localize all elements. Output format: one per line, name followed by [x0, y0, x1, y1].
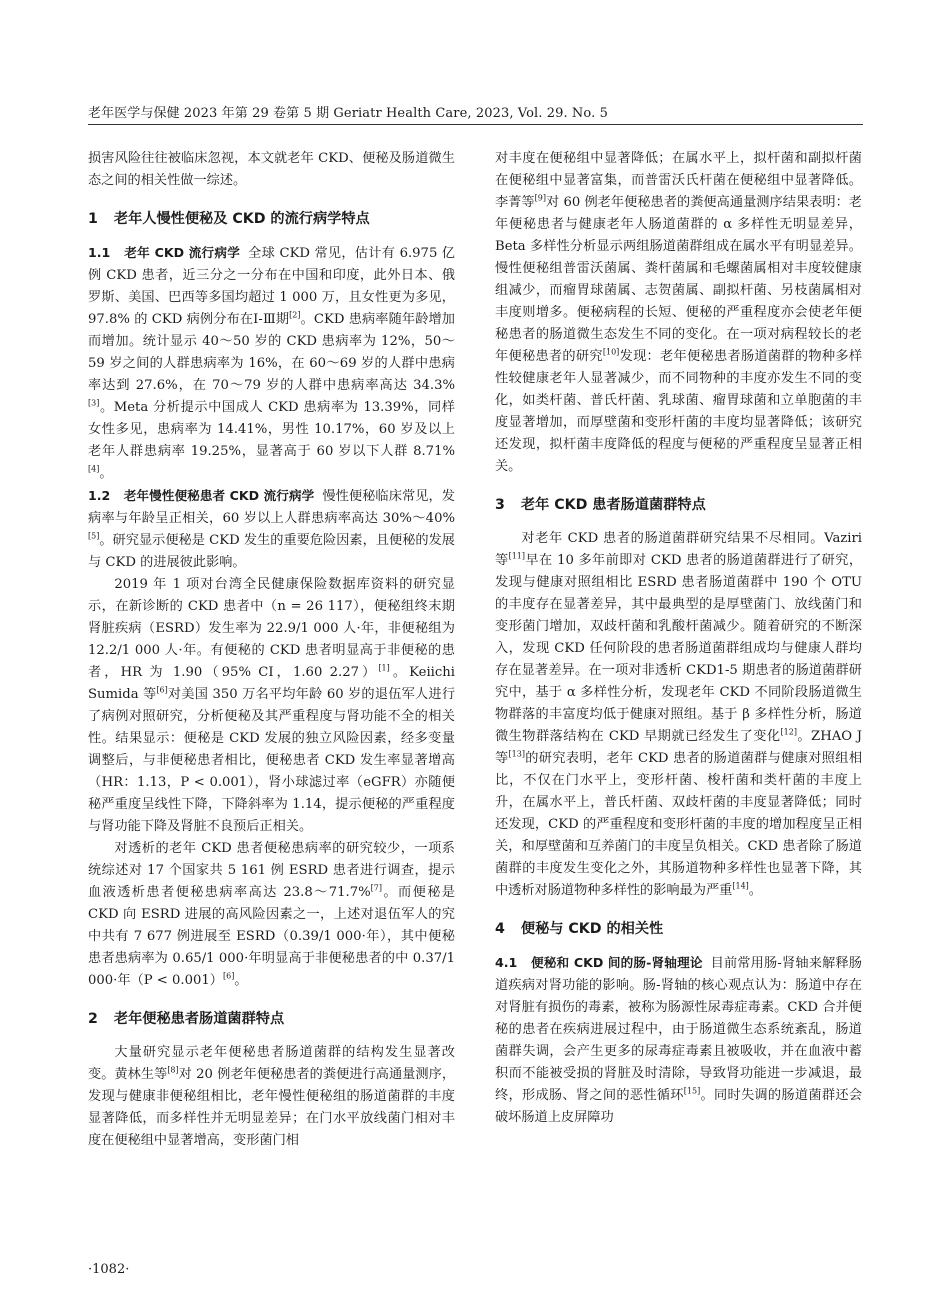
left-column — [88, 148, 455, 1152]
citation: [6] — [156, 685, 168, 695]
citation: [4] — [88, 464, 100, 474]
citation: [12] — [780, 727, 797, 737]
section-3-heading: 3 老年 CKD 患者肠道菌群特点 — [495, 497, 706, 513]
citation: [9] — [534, 193, 546, 203]
right-column — [495, 148, 862, 1129]
citation: [13] — [508, 749, 525, 759]
subsection-1-2-heading: 1.2 老年慢性便秘患者 CKD 流行病学 — [88, 488, 315, 503]
body-paragraph: 大量研究显示老年便秘患者肠道菌群的结构发生显著改变。黄林生等[8]对 20 例老年便秘患者的粪便进行高通量测序，发现与健康非便秘组相比，老年慢性便秘组的肠道菌群的丰度显著降低，而多样性并无明显差异；在门水平放线菌门相对丰度在便秘组中显著增高，变形菌门相 — [88, 1045, 456, 1148]
citation: [7] — [370, 883, 382, 893]
citation: [14] — [732, 881, 749, 891]
page-number: ·1082· — [88, 1262, 130, 1277]
running-header: 老年医学与保健 2023 年第 29 卷第 5 期 Geriatr Health Care, 2023, Vol. 29. No. 5 — [88, 106, 608, 121]
section-1-heading: 1 老年人慢性便秘及 CKD 的流行病学特点 — [88, 211, 370, 227]
citation: [1] — [378, 663, 390, 673]
body-paragraph: 对老年 CKD 患者的肠道菌群研究结果不尽相同。Vaziri 等[11]早在 10 多年前即对 CKD 患者的肠道菌群进行了研究，发现与健康对照组相比 ESRD 患者肠道菌群中 190 个 OTU 的丰度存在显著差异，其中最典型的是厚壁菌门、放线菌门和变形菌门增加，双歧杆菌和乳酸杆菌减少。随着研究的不断深入，发现 CKD 任何阶段的患者肠道菌群组成均与健康人群均存在显著差异。在一项对非透析 CKD1-5 期患者的肠道菌群研究中，基于 α 多样性分析，发现老年 CKD 不同阶段肠道微生物群落的丰富度均低于健康对照组。基于 β 多样性分析，肠道微生物群落结构在 CKD 早期就已经发生了变化[12]。ZHAO J 等[13]的研究表明，老年 CKD 患者的肠道菌群与健康对照组相比，不仅在门水平上，变形杆菌、梭杆菌和类杆菌的丰度上升，在属水平上，普氏杆菌、双歧杆菌的丰度显著降低；同时还发现，CKD 的严重程度和变形杆菌的丰度的增加程度呈正相关，和厚壁菌和互养菌门的丰度呈负相关。CKD 患者除了肠道菌群的丰度发生变化之外，其肠道物种多样性也显著下降，其中透析对肠道物种多样性的影响最为严重[14]。 — [495, 531, 863, 898]
citation: [5] — [88, 531, 100, 541]
citation: [3] — [88, 398, 100, 408]
subsection-1-1-paragraph: 1.1 老年 CKD 流行病学 全球 CKD 常见，估计有 6.975 亿例 CKD 患者，近三分之一分布在中国和印度，此外日本、俄罗斯、美国、巴西等多国均超过 1 000 万，且女性更为多见，97.8% 的 CKD 病例分布在Ⅰ-Ⅲ期[2]。CKD 患病率随年龄增加而增加。统计显示 40～50 岁的 CKD 患病率为 12%，50～59 岁之间的人群患病率为 16%，在 60～69 岁的人群中患病率达到 27.6%，在 70～79 岁的人群中患病率高达 34.3%[3]。Meta 分析提示中国成人 CKD 患病率为 13.39%，同样女性多见，患病率为 14.41%，男性 10.17%，60 岁及以上老年人群患病率 19.25%，显著高于 60 岁以下人群 8.71%[4]。 — [88, 245, 455, 481]
subsection-1-1-heading: 1.1 老年 CKD 流行病学 — [88, 245, 241, 260]
header-rule — [88, 124, 863, 125]
citation: [15] — [683, 1086, 701, 1096]
subsection-4-1-paragraph: 4.1 便秘和 CKD 间的肠-肾轴理论 目前常用肠-肾轴来解释肠道疾病对肾功能的影响。肠-肾轴的核心观点认为：肠道中存在对肾脏有损伤的毒素，被称为肠源性尿毒症毒素。CKD 合并便秘的患者在疾病进展过程中，由于肠道微生态系统紊乱，肠道菌群失调，会产生更多的尿毒症毒素且被吸收，并在血液中蓄积而不能被受损的肾脏及时清除，导致肾功能进一步减退，最终，形成肠、肾之间的恶性循环[15]。同时失调的肠道菌群还会破坏肠道上皮屏障功 — [495, 955, 863, 1125]
section-4-heading: 4 便秘与 CKD 的相关性 — [495, 921, 664, 937]
intro-paragraph: 损害风险往往被临床忽视，本文就老年 CKD、便秘及肠道微生态之间的相关性做一综述。 — [88, 151, 455, 188]
citation: [8] — [167, 1065, 179, 1075]
body-paragraph: 对透析的老年 CKD 患者便秘患病率的研究较少，一项系统综述对 17 个国家共 5 161 例 ESRD 患者进行调查，提示血液透析患者便秘患病率高达 23.8～71.7%[7]。而便秘是 CKD 向 ESRD 进展的高风险因素之一，上述对退伍军人的究中共有 7 677 例进展至 ESRD（0.39/1 000·年），其中便秘患者患病率为 0.65/1 000·年明显高于非便秘患者的中 0.37/1 000·年（P < 0.001）[6]。 — [88, 841, 455, 988]
citation: [2] — [289, 310, 301, 320]
citation: [10] — [602, 347, 620, 357]
section-2-heading: 2 老年便秘患者肠道菌群特点 — [88, 1011, 285, 1027]
citation: [6] — [223, 971, 235, 981]
body-paragraph: 2019 年 1 项对台湾全民健康保险数据库资料的研究显示，在新诊断的 CKD 患者中（n = 26 117），便秘组终末期肾脏疾病（ESRD）发生率为 22.9/1 000 人·年，非便秘组为 12.2/1 000 人·年。有便秘的 CKD 患者明显高于非便秘的患者，HR 为 1.90（95% CI，1.60 2.27）[1]。Keiichi Sumida 等[6]对美国 350 万名平均年龄 60 岁的退伍军人进行了病例对照研究，分析便秘及其严重程度与肾功能不全的相关性。结果显示：便秘是 CKD 发展的独立风险因素，经多变量调整后，与非便秘患者相比，便秘患者 CKD 发生率显著增高（HR：1.13，P < 0.001），肾小球滤过率（eGFR）亦随便秘严重度呈线性下降，下降斜率为 1.14，提示便秘的严重程度与肾功能下降及肾脏不良预后正相关。 — [88, 577, 456, 834]
subsection-1-2-paragraph: 1.2 老年慢性便秘患者 CKD 流行病学 慢性便秘临床常见，发病率与年龄呈正相关，60 岁以上人群患病率高达 30%～40%[5]。研究显示便秘是 CKD 发生的重要危险因素，且便秘的发展与 CKD 的进展彼此影响。 — [88, 488, 455, 570]
subsection-4-1-heading: 4.1 便秘和 CKD 间的肠-肾轴理论 — [495, 955, 703, 970]
body-paragraph: 对丰度在便秘组中显著降低；在属水平上，拟杆菌和副拟杆菌在便秘组中显著富集，而普雷沃氏杆菌在便秘组中显著降低。李菁等[9]对 60 例老年便秘患者的粪便高通量测序结果表明：老年便秘患者与健康老年人肠道菌群的 α 多样性无明显差异，Beta 多样性分析显示两组肠道菌群组成在属水平有明显差异。慢性便秘组普雷沃菌属、粪杆菌属和毛螺菌属相对丰度较健康组减少，而瘤胃球菌属、志贺菌属、副拟杆菌、另枝菌属相对丰度则增多。便秘病程的长短、便秘的严重程度亦会使老年便秘患者的肠道微生态发生不同的变化。在一项对病程较长的老年便秘患者的研究[10]发现：老年便秘患者肠道菌群的物种多样性较健康老年人显著减少，而不同物种的丰度亦发生不同的变化，如类杆菌、普氏杆菌、乳球菌、瘤胃球菌和立单胞菌的丰度显著增加，而厚壁菌和变形杆菌的丰度均显著降低；该研究还发现，拟杆菌丰度降低的程度与便秘的严重程度呈显著正相关。 — [495, 151, 863, 474]
citation: [11] — [508, 551, 525, 561]
